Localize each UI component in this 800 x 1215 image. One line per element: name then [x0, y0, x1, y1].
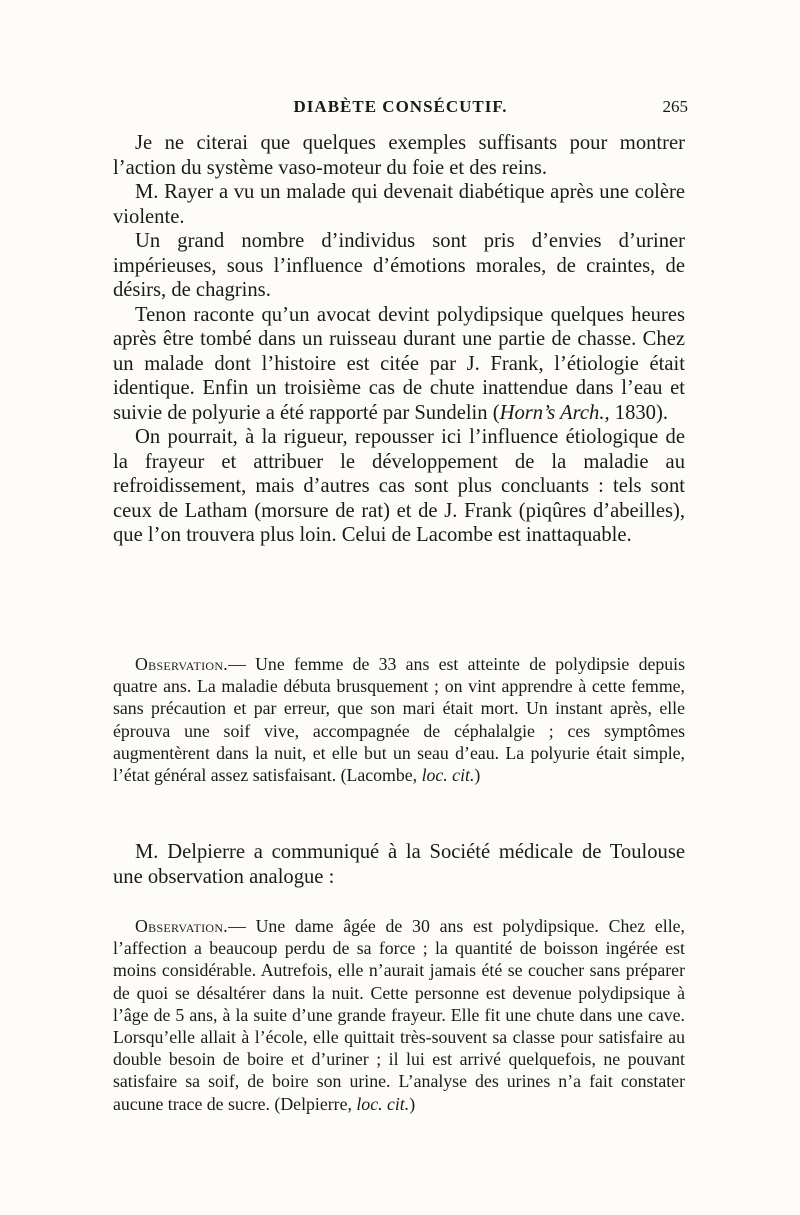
- observation-block: [113, 653, 685, 786]
- citation-italic: Horn’s Arch.,: [499, 401, 610, 424]
- observation-paragraph: Observation.— Une femme de 33 ans est atteinte de polydipsie depuis quatre ans. La maladie débuta brusquement ; on vint apprendre à cette femme, sans précaution et par erreur, que son mari était mort. Un instant après, elle éprouva une soif vive, accompagnée de céphalalgie ; ces symptômes augmentèrent dans la nuit, et elle but un seau d’eau. La polyurie était simple, l’état général assez satisfaisant. (Lacombe, loc. cit.): [113, 654, 685, 786]
- observation-label: Observation.: [135, 654, 229, 674]
- paragraph: On pourrait, à la rigueur, repousser ici l’influence étiologique de la frayeur et attribuer le développement de la maladie au refroidissement, mais d’autres cas sont plus concluants : tels sont ceux de Latham (morsure de rat) et de J. Frank (piqûres d’abeilles), que l’on trouvera plus loin. Celui de Lacombe est inattaquable.: [113, 426, 685, 546]
- paragraph: M. Rayer a vu un malade qui devenait diabétique après une colère violente.: [113, 181, 685, 228]
- paragraph: M. Delpierre a communiqué à la Société médicale de Toulouse une observation analogue :: [113, 841, 685, 888]
- main-text-top: [113, 131, 685, 548]
- paragraph: Un grand nombre d’individus sont pris d’envies d’uriner impérieuses, sous l’influence d’émotions morales, de craintes, de désirs, de chagrins.: [113, 230, 685, 301]
- intro-paragraph-block: [113, 840, 685, 889]
- citation-italic: loc. cit.: [421, 765, 475, 786]
- paragraph: Tenon raconte qu’un avocat devint polydipsique quelques heures après être tombé dans un ruisseau durant une partie de chasse. Chez un malade dont l’histoire est citée par J. Frank, l’étiologie était identique. Enfin un troisième cas de chute inattendue dans l’eau et suivie de polyurie a été rapporté par Sundelin (Horn’s Arch., 1830).: [113, 303, 685, 424]
- observation-label: Observation.: [135, 916, 229, 936]
- paragraph: Je ne citerai que quelques exemples suffisants pour montrer l’action du système vaso-moteur du foie et des reins.: [113, 132, 685, 179]
- citation-italic: loc. cit.: [356, 1093, 410, 1114]
- observation-block: [113, 915, 685, 1115]
- running-title: DIABÈTE CONSÉCUTIF.: [293, 97, 508, 116]
- running-header: [113, 97, 688, 127]
- page-number: 265: [662, 97, 688, 116]
- observation-paragraph: Observation.— Une dame âgée de 30 ans est polydipsique. Chez elle, l’affection a beaucoup perdu de sa force ; la quantité de boisson ingérée est moins considérable. Autrefois, elle n’aurait jamais été se coucher sans préparer de quoi se désaltérer dans la nuit. Cette personne est devenue polydipsique à l’âge de 5 ans, à la suite d’une grande frayeur. Elle fit une chute dans une cave. Lorsqu’elle allait à l’école, elle quittait très-souvent sa classe pour satisfaire au double besoin de boire et d’uriner ; il lui est arrivé quelquefois, ne pouvant satisfaire sa soif, de boire son urine. L’analyse des urines n’a fait constater aucune trace de sucre. (Delpierre, loc. cit.): [113, 916, 685, 1114]
